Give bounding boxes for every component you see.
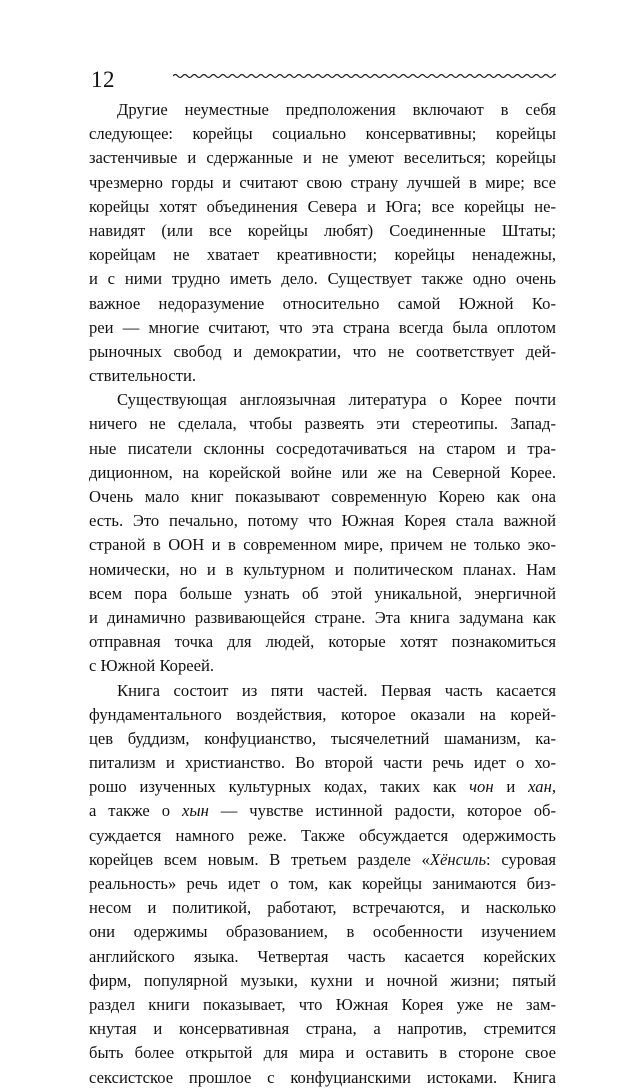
text-line: страной в ООН и в современном мире, причем не только эко- [89, 535, 556, 555]
text-line: рошо изученных культурных кодах, таких как чон и хан, [89, 777, 556, 797]
text-line: отправная точка для людей, которые хотят познакомиться [89, 632, 556, 652]
text-line: навидят (или все корейцы любят) Соединенные Штаты; [89, 220, 556, 240]
text-line: ничего не сделала, чтобы развеять эти стереотипы. Запад- [89, 414, 556, 434]
paragraph-1 [89, 98, 556, 388]
text-line: фундаментального воздействия, которое оказали на корей- [89, 704, 556, 724]
body-text [89, 98, 556, 1090]
text-line: суждается намного реже. Также обсуждается одержимость [89, 825, 556, 845]
text-line: Книга состоит из пяти частей. Первая часть касается [117, 680, 556, 700]
text-line: следующее: корейцы социально консервативны; корейцы [89, 124, 556, 144]
text-line: раздел книги показывает, что Южная Корея уже не зам- [89, 994, 556, 1014]
text-line: реи — многие считают, что эта страна всегда была оплотом [89, 317, 556, 337]
paragraph-2 [89, 388, 556, 678]
text-line: Существующая англоязычная литература о Корее почти [117, 390, 556, 410]
text-line: быть более открытой для мира и оставить в стороне свое [89, 1043, 556, 1063]
text-line: несом и политикой, работают, встречаются, и насколько [89, 898, 556, 918]
text-line: есть. Это печально, потому что Южная Корея стала важной [89, 511, 556, 531]
text-line: с Южной Кореей. [89, 656, 215, 676]
text-line: корейцам не хватает креативности; корейцы ненадежны, [89, 245, 556, 265]
text-line: чрезмерно горды и считают свою страну лучшей в мире; все [89, 172, 556, 192]
text-line: рыночных свобод и демократии, что не соответствует дей- [89, 341, 556, 361]
text-line: они одержимы образованием, в особенности изучением [89, 922, 556, 942]
text-line: и с ними трудно иметь дело. Существует также одно очень [89, 269, 556, 289]
text-line: питализм и христианство. Во второй части речь идет о хо- [89, 753, 556, 773]
text-line: важное недоразумение относительно самой Южной Ко- [89, 293, 556, 313]
text-line: фирм, популярной музыки, кухни и ночной жизни; пятый [89, 970, 556, 990]
text-line: ные писатели склонны сосредотачиваться на старом и тра- [89, 438, 556, 458]
text-line: ствительности. [89, 366, 197, 386]
text-line: Очень мало книг показывают современную Корею как она [89, 487, 556, 506]
text-line: и динамично развивающейся стране. Эта книга задумана как [89, 607, 556, 627]
text-line: корейцев всем новым. В третьем разделе «Хёнсиль: суровая [89, 849, 556, 869]
text-line: диционном, на корейской войне или же на Северной Корее. [89, 462, 556, 482]
text-line: реальность» речь идет о том, как корейцы занимаются биз- [89, 874, 556, 893]
text-line: всем пора больше узнать об этой уникальной, энергичной [89, 583, 556, 603]
text-line: Другие неуместные предположения включают в себя [117, 100, 556, 119]
text-line: сексистское прошлое с конфуцианскими истоками. Книга [89, 1067, 556, 1087]
text-line: кнутая и консервативная страна, а напротив, стремится [89, 1019, 556, 1039]
page-number: 12 [91, 67, 115, 92]
text-line: цев буддизм, конфуцианство, тысячелетний шаманизм, ка- [89, 728, 556, 748]
text-line: английского языка. Четвертая часть касается корейских [89, 946, 556, 966]
text-line: корейцы хотят объединения Севера и Юга; все корейцы не- [89, 196, 556, 216]
text-line: застенчивые и сдержанные и не умеют веселиться; корейцы [89, 148, 556, 168]
wavy-rule-ornament [173, 70, 556, 82]
paragraph-3 [89, 679, 556, 1090]
text-line: номически, но и в культурном и политическом планах. Нам [89, 559, 556, 579]
text-line: а также о хын — чувстве истинной радости, которое об- [89, 801, 556, 821]
